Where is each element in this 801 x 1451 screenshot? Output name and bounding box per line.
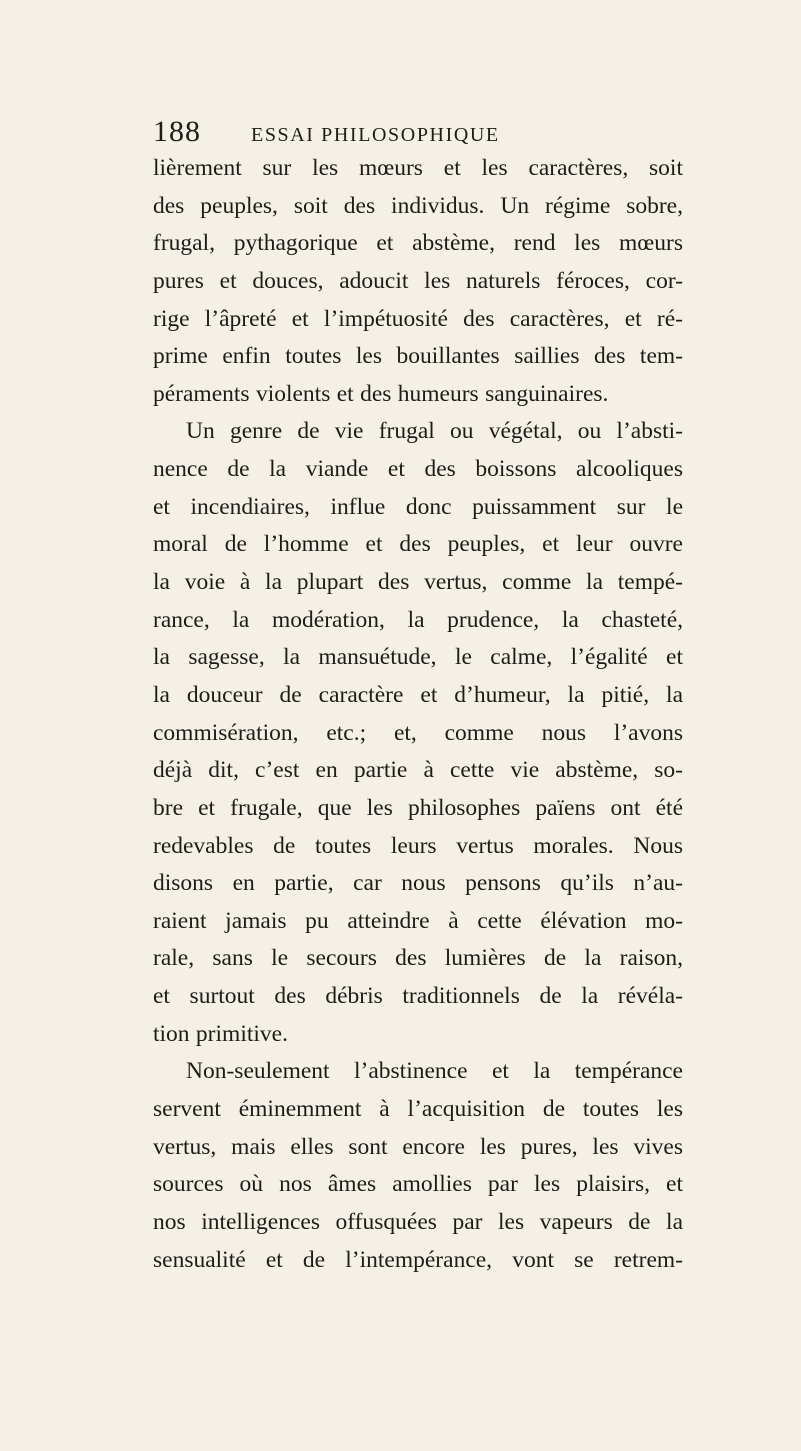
text-line: raient jamais pu atteindre à cette élévation mo-: [153, 907, 683, 934]
text-line: péraments violents et des humeurs sanguinaires.: [153, 380, 609, 407]
text-line: nence de la viande et des boissons alcooliques: [153, 456, 683, 483]
text-line: nos intelligences offusquées par les vapeurs de la: [153, 1208, 683, 1235]
text-line: moral de l’homme et des peuples, et leur ouvre: [153, 531, 683, 558]
text-line: rige l’âpreté et l’impétuosité des caractères, et ré-: [153, 305, 683, 332]
text-line: sensualité et de l’intempérance, vont se retrem-: [153, 1246, 683, 1273]
text-line: et surtout des débris traditionnels de la révéla-: [153, 983, 683, 1010]
text-line: frugal, pythagorique et abstème, rend les mœurs: [153, 230, 683, 257]
text-line: rance, la modération, la prudence, la chasteté,: [153, 606, 683, 633]
running-title: ESSAI PHILOSOPHIQUE: [251, 124, 500, 146]
text-line: la sagesse, la mansuétude, le calme, l’égalité et: [153, 644, 683, 671]
text-line: servent éminemment à l’acquisition de toutes les: [153, 1096, 683, 1123]
text-line: rale, sans le secours des lumières de la raison,: [153, 945, 683, 972]
text-line: bre et frugale, que les philosophes païens ont été: [153, 794, 683, 821]
paragraph-first-line: Un genre de vie frugal ou végétal, ou l’absti-: [186, 418, 683, 445]
page-header: [153, 112, 693, 152]
text-line: disons en partie, car nous pensons qu’ils n’au-: [153, 870, 683, 897]
text-line: pures et douces, adoucit les naturels féroces, cor-: [153, 267, 683, 294]
text-line: tion primitive.: [153, 1020, 288, 1047]
page-number: 188: [153, 115, 201, 148]
text-line: la voie à la plupart des vertus, comme la tempé-: [153, 569, 683, 596]
text-line: prime enfin toutes les bouillantes saillies des tem-: [153, 343, 683, 370]
body-text: [153, 150, 683, 1279]
text-line: et incendiaires, influe donc puissamment sur le: [153, 493, 683, 520]
text-line: commisération, etc.; et, comme nous l’avons: [153, 719, 683, 746]
text-line: lièrement sur les mœurs et les caractères, soit: [153, 155, 683, 181]
text-line: vertus, mais elles sont encore les pures, les vives: [153, 1133, 683, 1160]
paragraph-first-line: Non-seulement l’abstinence et la tempérance: [186, 1058, 683, 1085]
text-line: sources où nos âmes amollies par les plaisirs, et: [153, 1171, 683, 1198]
text-line: déjà dit, c’est en partie à cette vie abstème, so-: [153, 757, 683, 784]
text-line: des peuples, soit des individus. Un régime sobre,: [153, 192, 683, 219]
text-line: la douceur de caractère et d’humeur, la pitié, la: [153, 681, 683, 708]
text-line: redevables de toutes leurs vertus morales. Nous: [153, 832, 683, 859]
